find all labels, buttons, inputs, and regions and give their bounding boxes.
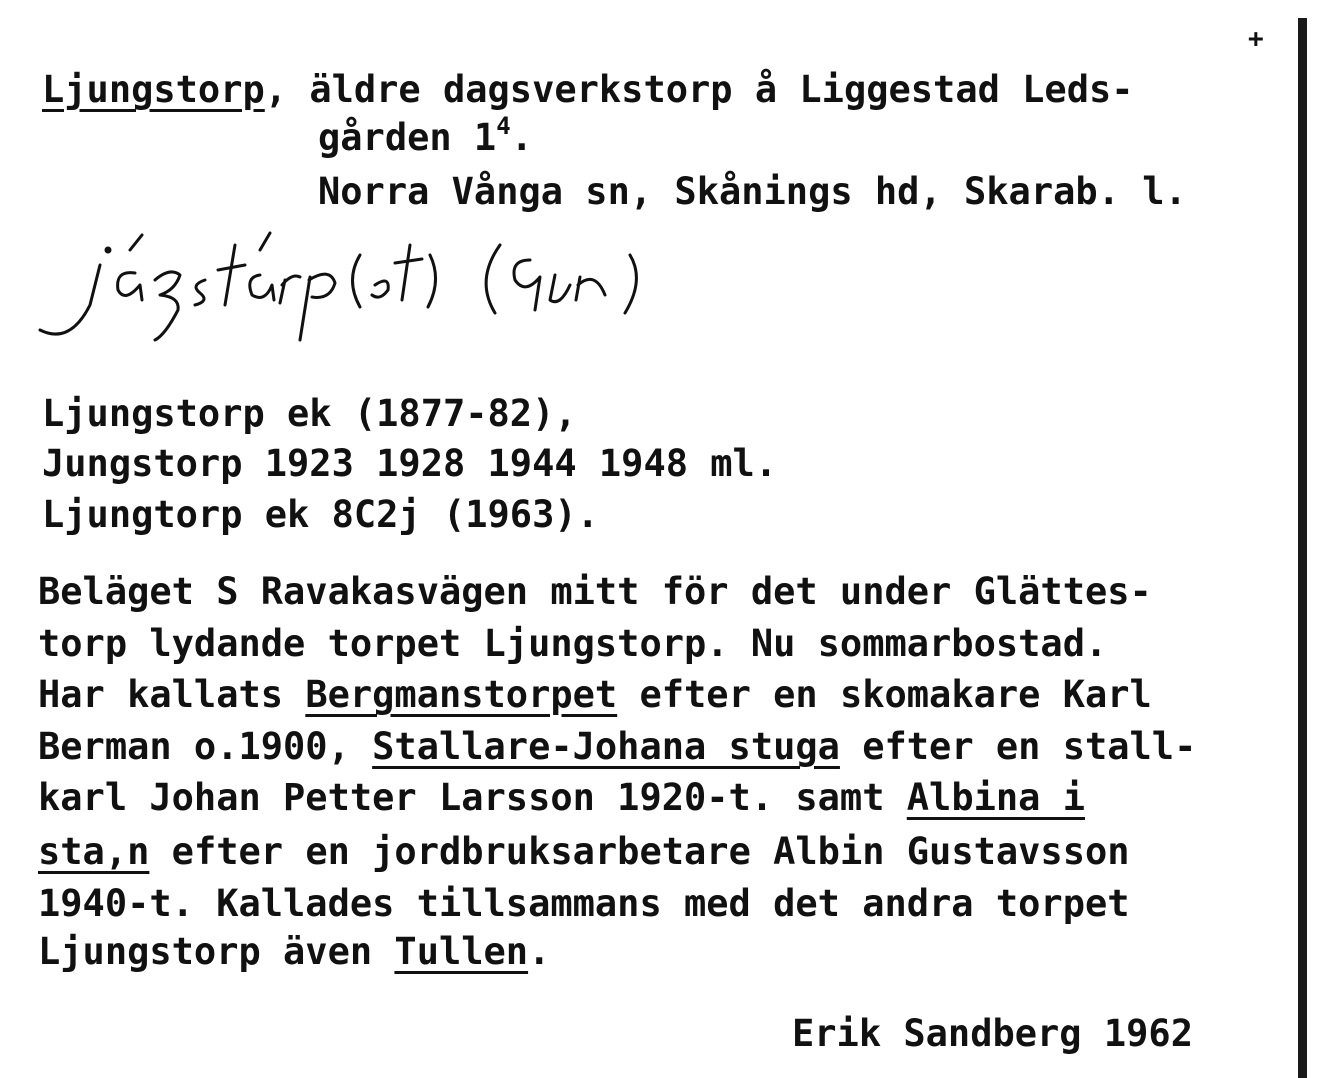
name-stallare-johana-stuga: Stallare-Johana stuga	[372, 725, 840, 768]
description-line-5-a: karl Johan Petter Larsson 1920-t. samt	[38, 776, 907, 819]
plus-mark: +	[1248, 24, 1264, 54]
handwritten-pronunciation	[30, 215, 750, 345]
card-edge-shadow	[1298, 18, 1307, 1078]
name-tullen: Tullen	[394, 930, 529, 973]
source-line-1: Ljungstorp ek (1877-82),	[42, 392, 577, 435]
description-line-4-a: Berman o.1900,	[38, 725, 373, 768]
header-line-2-text: gården 1	[318, 116, 497, 159]
description-line-6	[38, 830, 1130, 874]
header-line-2-sup: 4	[496, 112, 511, 140]
name-bergmanstorpet: Bergmanstorpet	[305, 673, 618, 716]
description-line-7: 1940-t. Kallades tillsammans med det andra torpet	[38, 882, 1130, 925]
description-line-1: Beläget S Ravakasvägen mitt för det under Glättes-	[38, 570, 1152, 613]
description-line-3-a: Har kallats	[38, 673, 306, 716]
signature: Erik Sandberg 1962	[792, 1012, 1193, 1055]
description-line-6-b: efter en jordbruksarbetare Albin Gustavsson	[149, 830, 1130, 873]
description-line-4	[38, 725, 1196, 769]
description-line-8-b: .	[528, 930, 551, 973]
description-line-4-b: efter en stall-	[839, 725, 1197, 768]
header-line-2	[318, 112, 533, 160]
description-line-3	[38, 673, 1152, 717]
description-line-2: torp lydande torpet Ljungstorp. Nu sommarbostad.	[38, 622, 1108, 665]
header-line-2-end: .	[510, 116, 533, 159]
name-albina-i-stan-part-1: Albina i	[906, 776, 1085, 819]
entry-name: Ljungstorp	[42, 68, 265, 111]
header-line-3: Norra Vånga sn, Skånings hd, Skarab. l.	[318, 170, 1187, 213]
description-line-8	[38, 930, 550, 974]
description-line-5	[38, 776, 1085, 820]
source-line-3: Ljungtorp ek 8C2j (1963).	[42, 493, 599, 536]
description-line-8-a: Ljungstorp även	[38, 930, 395, 973]
header-line-1	[42, 68, 1134, 112]
description-line-3-b: efter en skomakare Karl	[617, 673, 1152, 716]
source-line-2: Jungstorp 1923 1928 1944 1948 ml.	[42, 442, 778, 485]
header-line-1-rest: , äldre dagsverkstorp å Liggestad Leds-	[264, 68, 1134, 111]
name-albina-i-stan-part-2: sta,n	[38, 830, 150, 873]
